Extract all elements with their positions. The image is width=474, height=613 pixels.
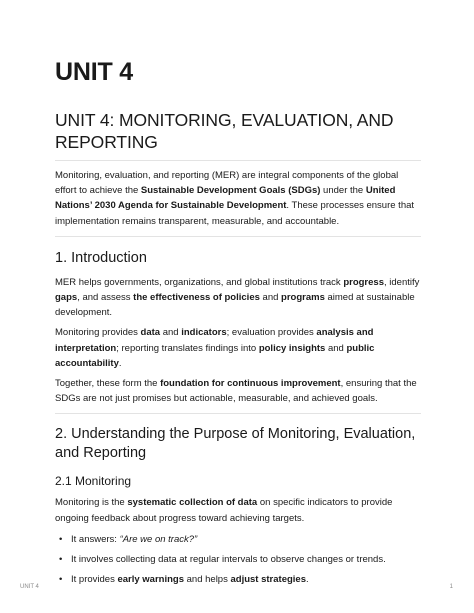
- s1p2-text-5: and: [325, 342, 347, 354]
- s1p1-text-1: MER helps governments, organizations, and global institutions track: [55, 276, 344, 288]
- s1p1-text-5: aimed at sustainable development.: [55, 292, 415, 319]
- s1p2-bold-5: public accountability: [55, 342, 375, 369]
- section1-paragraph-2: [55, 325, 421, 371]
- intro-text-3: . These processes ensure that implementation remains transparent, measurable, and accountable.: [55, 200, 415, 227]
- intro-bold-sdgs: Sustainable Development Goals (SDGs): [140, 185, 321, 197]
- s1p2-text-1: Monitoring provides: [55, 327, 141, 339]
- s1p1-bold-1: progress: [343, 276, 384, 288]
- section-purpose: [55, 425, 421, 586]
- bullet2-text: It involves collecting data at regular intervals to observe changes or trends.: [71, 553, 386, 565]
- section1-paragraph-3: [55, 376, 421, 414]
- s1p1-bold-2: gaps: [55, 292, 78, 304]
- s1p1-text-3: , and assess: [77, 292, 134, 304]
- document-title: UNIT 4: MONITORING, EVALUATION, AND REPORTING: [55, 109, 421, 161]
- s1p2-text-4: ; reporting translates findings into: [116, 342, 259, 354]
- section1-heading: 1. Introduction: [55, 249, 147, 266]
- s1p2-text-6: .: [118, 357, 122, 369]
- s1p1-text-2: , identify: [383, 276, 420, 288]
- document-page: [55, 52, 421, 592]
- list-item: [55, 552, 421, 567]
- intro-bold-agenda: United Nations’ 2030 Agenda for Sustainable Development: [55, 185, 396, 212]
- intro-text-2: under the: [320, 185, 366, 197]
- mon-text-2: on specific indicators to provide ongoing feedback about progress toward achieving targets.: [55, 497, 393, 524]
- intro-paragraph: [55, 168, 421, 237]
- s1p2-bold-3: analysis and interpretation: [55, 327, 374, 354]
- section-introduction: [55, 249, 421, 415]
- section2-heading: 2. Understanding the Purpose of Monitoring, Evaluation, and Reporting: [55, 426, 416, 462]
- bullet3-text-1: It provides: [71, 573, 118, 585]
- subsection-monitoring-heading: 2.1 Monitoring: [55, 474, 132, 489]
- unit-heading: UNIT 4: [55, 58, 133, 86]
- monitoring-paragraph: [55, 495, 421, 525]
- mon-bold-1: systematic collection of data: [127, 497, 258, 509]
- bullet1-italic: “Are we on track?”: [119, 533, 198, 545]
- s1p1-bold-3: the effectiveness of policies: [133, 292, 260, 304]
- bullet1-text: It answers:: [71, 533, 120, 545]
- s1p1-text-4: and: [259, 292, 282, 304]
- s1p3-bold-1: foundation for continuous improvement: [160, 378, 341, 390]
- monitoring-bullet-list: [55, 532, 421, 587]
- bullet3-text-2: and helps: [184, 573, 231, 585]
- bullet3-text-3: .: [305, 573, 309, 585]
- s1p2-bold-1: data: [140, 327, 161, 339]
- s1p2-bold-4: policy insights: [258, 342, 326, 354]
- s1p3-text-2: , ensuring that the SDGs are not just promises but actionable, measurable, and achieved goals.: [55, 378, 417, 405]
- intro-text-1: Monitoring, evaluation, and reporting (MER) are integral components of the global effort to achieve the: [55, 170, 399, 197]
- section1-paragraph-1: [55, 275, 421, 321]
- mon-text-1: Monitoring is the: [55, 497, 128, 509]
- list-item: [55, 572, 421, 587]
- s1p2-text-2: and: [160, 327, 182, 339]
- list-item: [55, 532, 421, 547]
- bullet3-bold-1: early warnings: [117, 573, 184, 585]
- s1p1-bold-4: programs: [281, 292, 325, 304]
- s1p3-text-1: Together, these form the: [55, 378, 161, 390]
- s1p2-bold-2: indicators: [181, 327, 227, 339]
- footer-unit-label: UNIT 4: [20, 584, 39, 590]
- footer-page-number: 1: [449, 584, 453, 590]
- bullet3-bold-2: adjust strategies: [230, 573, 306, 585]
- s1p2-text-3: ; evaluation provides: [226, 327, 317, 339]
